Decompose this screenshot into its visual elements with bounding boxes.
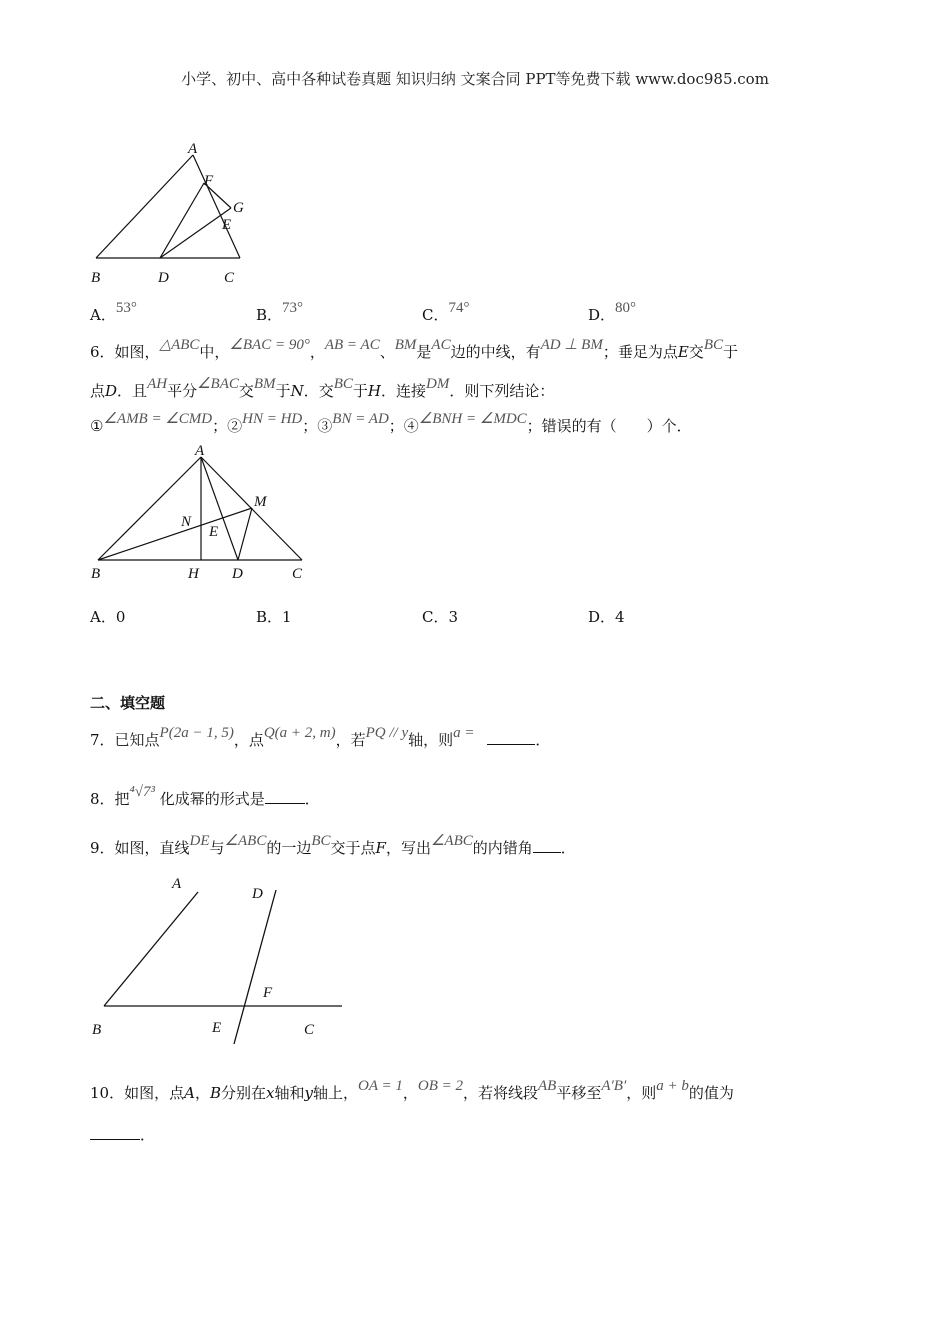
q6-label-e: E xyxy=(209,524,219,540)
q6-label-m: M xyxy=(254,494,267,510)
q8-text: 8．把⁴√7³ 化成幂的形式是 ． xyxy=(90,784,320,808)
q6-label-a: A xyxy=(195,443,205,459)
q8-answer-blank[interactable] xyxy=(265,789,305,804)
q6-label-h: H xyxy=(188,566,199,582)
q5-option-c: C．74° xyxy=(422,300,470,324)
q6-line-2: 点D．且AH平分∠BAC交BM于N．交BC于H．连接DM．则下列结论： xyxy=(90,376,555,400)
q5-label-b: B xyxy=(91,270,101,286)
q7-answer-blank[interactable] xyxy=(487,730,535,745)
q9-label-c: C xyxy=(304,1022,315,1038)
q6-line-1: 6．如图，△ABC中，∠BAC = 90°，AB = AC、BM是AC边的中线，有AD ⊥ BM；垂足为点E交BC于 xyxy=(90,337,738,361)
q6-label-d: D xyxy=(232,566,243,582)
q6-label-n: N xyxy=(181,514,192,530)
q6-option-d: D．4 xyxy=(588,608,625,626)
q5-option-d: D．80° xyxy=(588,300,637,324)
q5-label-g: G xyxy=(233,200,244,216)
q9-figure xyxy=(88,870,350,1050)
q5-label-f: F xyxy=(204,173,214,189)
q5-label-e: E xyxy=(222,217,232,233)
q5-label-c: C xyxy=(224,270,235,286)
q10-text: 10．如图，点A，B分别在x轴和y轴上，OA = 1，OB = 2，若将线段AB平移至A′B′，则a + b的值为 xyxy=(90,1078,734,1102)
q6-label-b: B xyxy=(91,566,101,582)
section-title: 二、填空题 xyxy=(90,694,166,712)
q9-label-a: A xyxy=(172,876,182,892)
page-header: 小学、初中、高中各种试卷真题 知识归纳 文案合同 PPT等免费下载 www.doc985.com xyxy=(181,70,769,88)
q6-option-b: B．1 xyxy=(256,608,292,626)
q7-text: 7．已知点P(2a − 1, 5)，点Q(a + 2, m)，若PQ // y轴，则a = ． xyxy=(90,725,551,749)
q6-line-3: ①∠AMB = ∠CMD；②HN = HD；③BN = AD；④∠BNH = ∠MDC；错误的有（ ）个． xyxy=(90,411,692,435)
q5-label-d: D xyxy=(158,270,169,286)
q5-figure xyxy=(88,138,263,288)
q9-label-b: B xyxy=(92,1022,102,1038)
q9-answer-blank[interactable] xyxy=(533,838,561,853)
q6-option-c: C．3 xyxy=(422,608,459,626)
q6-figure xyxy=(86,440,311,585)
q9-text: 9．如图，直线DE与∠ABC的一边BC交于点F，写出∠ABC的内错角 ． xyxy=(90,833,576,857)
q10-answer-line: ． xyxy=(90,1124,155,1145)
q5-option-b: B．73° xyxy=(256,300,304,324)
q5-option-a: A．53° xyxy=(90,300,137,324)
q6-option-a: A．0 xyxy=(90,608,126,626)
q6-label-c: C xyxy=(292,566,303,582)
q9-label-d: D xyxy=(252,886,263,902)
q5-label-a: A xyxy=(188,141,198,157)
q9-label-e: E xyxy=(212,1020,222,1036)
q9-label-f: F xyxy=(263,985,273,1001)
q10-answer-blank[interactable] xyxy=(90,1125,140,1140)
